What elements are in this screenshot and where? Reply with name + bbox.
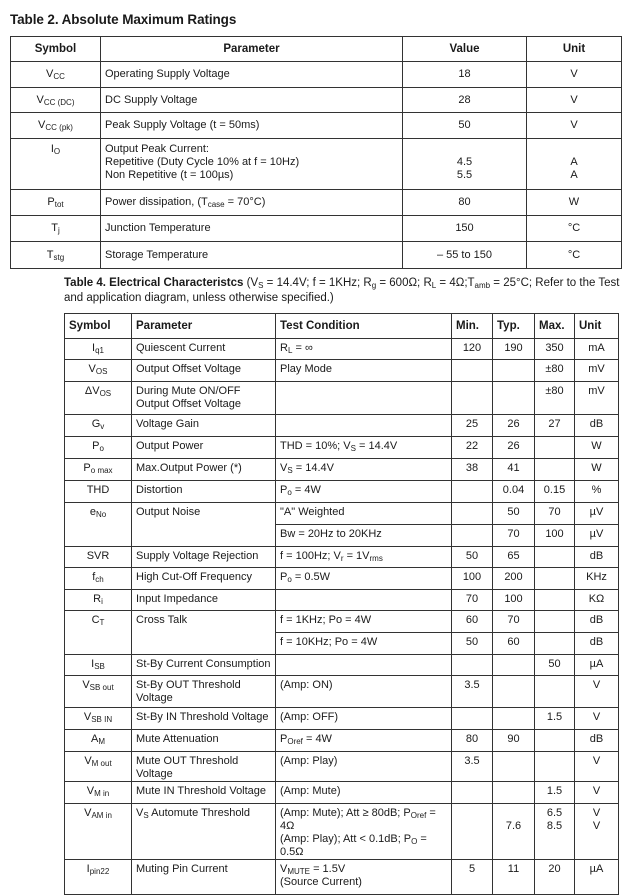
parameter-cell: Peak Supply Voltage (t = 50ms) — [101, 113, 403, 139]
parameter-cell: Voltage Gain — [132, 415, 276, 437]
max-cell: 1.5 — [535, 708, 575, 730]
symbol-cell: $e_{No}$ — [65, 503, 132, 547]
typ-cell — [493, 708, 535, 730]
test-condition-cell: f = 10KHz; Po = 4W — [276, 633, 452, 655]
min-cell — [452, 382, 493, 415]
symbol-cell: $C_T$ — [65, 611, 132, 655]
typ-cell: 100 — [493, 590, 535, 611]
typ-cell — [493, 382, 535, 415]
header-unit: Unit — [527, 37, 622, 62]
table2-title: Table 2. Absolute Maximum Ratings — [10, 12, 237, 27]
parameter-cell: Quiescent Current — [132, 339, 276, 360]
parameter-cell: High Cut-Off Frequency — [132, 568, 276, 590]
min-cell — [452, 782, 493, 804]
max-cell: 0.15 — [535, 481, 575, 503]
parameter-cell: Input Impedance — [132, 590, 276, 611]
test-condition-cell: "A" Weighted — [276, 503, 452, 525]
parameter-cell: Max.Output Power (*) — [132, 459, 276, 481]
test-condition-cell: Bw = 20Hz to 20KHz — [276, 525, 452, 547]
table-row — [65, 415, 619, 437]
symbol-cell: $P_{o max}$ — [65, 459, 132, 481]
test-condition-cell: f = 100Hz; $V_r = 1V_{rms}$ — [276, 547, 452, 568]
typ-cell: 41 — [493, 459, 535, 481]
unit-cell: W — [575, 459, 619, 481]
table-header-row — [11, 37, 622, 62]
symbol-cell: $A_M$ — [65, 730, 132, 752]
typ-cell — [493, 676, 535, 708]
unit-cell: V — [575, 676, 619, 708]
min-cell — [452, 481, 493, 503]
max-cell — [535, 633, 575, 655]
min-cell: 25 — [452, 415, 493, 437]
test-condition-cell: $V_S = 14.4V$ — [276, 459, 452, 481]
unit-cell: dB — [575, 415, 619, 437]
header-typ: Typ. — [493, 314, 535, 339]
symbol-cell: $V_{SB out}$ — [65, 676, 132, 708]
min-cell — [452, 360, 493, 382]
symbol-cell: $I_{SB}$ — [65, 655, 132, 676]
symbol-cell: $V_{AM in}$ — [65, 804, 132, 860]
parameter-cell: St-By Current Consumption — [132, 655, 276, 676]
table-row — [65, 782, 619, 804]
min-cell: 70 — [452, 590, 493, 611]
parameter-cell: $V_S$ Automute Threshold — [132, 804, 276, 860]
parameter-cell: During Mute ON/OFF Output Offset Voltage — [132, 382, 276, 415]
test-condition-cell — [276, 415, 452, 437]
parameter-cell: St-By IN Threshold Voltage — [132, 708, 276, 730]
header-parameter: Parameter — [101, 37, 403, 62]
unit-cell: V V — [575, 804, 619, 860]
test-condition-cell: THD = 10%; $V_S = 14.4V$ — [276, 437, 452, 459]
parameter-cell: Output Noise — [132, 503, 276, 547]
max-cell: 350 — [535, 339, 575, 360]
min-cell — [452, 503, 493, 525]
symbol-cell: $V_{CC}$ — [11, 62, 101, 88]
unit-cell: % — [575, 481, 619, 503]
table-row — [65, 655, 619, 676]
unit-cell: KΩ — [575, 590, 619, 611]
max-cell: 27 — [535, 415, 575, 437]
max-cell: 100 — [535, 525, 575, 547]
min-cell: 50 — [452, 633, 493, 655]
test-condition-cell: $P_o = 4W$ — [276, 481, 452, 503]
parameter-cell: Junction Temperature — [101, 216, 403, 242]
max-cell: 1.5 — [535, 782, 575, 804]
unit-cell: V — [527, 88, 622, 113]
table-row — [11, 216, 622, 242]
unit-cell: µV — [575, 525, 619, 547]
typ-cell — [493, 360, 535, 382]
unit-cell: mA — [575, 339, 619, 360]
symbol-cell: $V_{M out}$ — [65, 752, 132, 782]
table-row — [65, 503, 619, 525]
typ-cell: 200 — [493, 568, 535, 590]
symbol-cell: THD — [65, 481, 132, 503]
parameter-cell: Output Power — [132, 437, 276, 459]
table-row — [65, 752, 619, 782]
test-condition-cell: (Amp: Play) — [276, 752, 452, 782]
table-row — [65, 382, 619, 415]
value-cell: 50 — [403, 113, 527, 139]
parameter-cell: Muting Pin Current — [132, 860, 276, 895]
min-cell — [452, 804, 493, 860]
table-row — [65, 547, 619, 568]
min-cell: 80 — [452, 730, 493, 752]
symbol-cell: $V_{CC (DC)}$ — [11, 88, 101, 113]
max-cell — [535, 568, 575, 590]
typ-cell: 26 — [493, 415, 535, 437]
symbol-cell: $R_i$ — [65, 590, 132, 611]
typ-cell: 70 — [493, 611, 535, 633]
value-cell: 150 — [403, 216, 527, 242]
test-condition-cell — [276, 590, 452, 611]
unit-cell: dB — [575, 547, 619, 568]
max-cell: 70 — [535, 503, 575, 525]
header-value: Value — [403, 37, 527, 62]
parameter-cell: Cross Talk — [132, 611, 276, 655]
min-cell — [452, 708, 493, 730]
unit-cell: V — [575, 782, 619, 804]
table-row — [65, 860, 619, 895]
header-symbol: Symbol — [11, 37, 101, 62]
parameter-cell: Mute Attenuation — [132, 730, 276, 752]
symbol-cell: $\Delta V_{OS}$ — [65, 382, 132, 415]
unit-cell: dB — [575, 611, 619, 633]
absolute-maximum-ratings-table — [10, 36, 622, 269]
min-cell: 22 — [452, 437, 493, 459]
parameter-cell: Mute OUT Threshold Voltage — [132, 752, 276, 782]
max-cell: ±80 — [535, 360, 575, 382]
table-row — [11, 88, 622, 113]
symbol-cell: $P_{tot}$ — [11, 190, 101, 216]
symbol-cell: $f_{ch}$ — [65, 568, 132, 590]
unit-cell: mV — [575, 360, 619, 382]
test-condition-cell: $V_{MUTE} = 1.5V$ (Source Current) — [276, 860, 452, 895]
test-condition-cell: (Amp: OFF) — [276, 708, 452, 730]
test-condition-cell: Play Mode — [276, 360, 452, 382]
symbol-cell: $I_{q1}$ — [65, 339, 132, 360]
min-cell: 3.5 — [452, 676, 493, 708]
max-cell — [535, 611, 575, 633]
unit-cell: W — [527, 190, 622, 216]
typ-cell — [493, 782, 535, 804]
max-cell — [535, 459, 575, 481]
header-symbol: Symbol — [65, 314, 132, 339]
table-row — [11, 139, 622, 190]
parameter-cell: Distortion — [132, 481, 276, 503]
min-cell: 3.5 — [452, 752, 493, 782]
unit-cell: A A — [527, 139, 622, 190]
table-row — [65, 437, 619, 459]
symbol-cell: $I_{pin22}$ — [65, 860, 132, 895]
unit-cell: dB — [575, 633, 619, 655]
min-cell — [452, 525, 493, 547]
table-row — [65, 459, 619, 481]
table-row — [65, 708, 619, 730]
test-condition-cell: $P_o = 0.5W$ — [276, 568, 452, 590]
min-cell — [452, 655, 493, 676]
symbol-cell: $V_{CC (pk)}$ — [11, 113, 101, 139]
value-cell: – 55 to 150 — [403, 242, 527, 269]
typ-cell: 70 — [493, 525, 535, 547]
min-cell: 5 — [452, 860, 493, 895]
symbol-cell: $T_{stg}$ — [11, 242, 101, 269]
table-row — [11, 190, 622, 216]
test-condition-cell — [276, 382, 452, 415]
parameter-cell: DC Supply Voltage — [101, 88, 403, 113]
min-cell: 100 — [452, 568, 493, 590]
min-cell: 50 — [452, 547, 493, 568]
typ-cell: 90 — [493, 730, 535, 752]
max-cell — [535, 547, 575, 568]
max-cell — [535, 590, 575, 611]
symbol-cell: SVR — [65, 547, 132, 568]
parameter-cell: St-By OUT Threshold Voltage — [132, 676, 276, 708]
unit-cell: dB — [575, 730, 619, 752]
table-row — [65, 339, 619, 360]
electrical-characteristics-table — [64, 313, 619, 895]
header-max: Max. — [535, 314, 575, 339]
max-cell: 20 — [535, 860, 575, 895]
min-cell: 120 — [452, 339, 493, 360]
test-condition-cell: (Amp: ON) — [276, 676, 452, 708]
max-cell — [535, 437, 575, 459]
symbol-cell: $V_{SB IN}$ — [65, 708, 132, 730]
unit-cell: mV — [575, 382, 619, 415]
unit-cell: V — [575, 708, 619, 730]
typ-cell: 65 — [493, 547, 535, 568]
typ-cell: 50 — [493, 503, 535, 525]
max-cell: ±80 — [535, 382, 575, 415]
symbol-cell: $I_O$ — [11, 139, 101, 190]
test-condition-cell — [276, 655, 452, 676]
unit-cell: W — [575, 437, 619, 459]
max-cell — [535, 676, 575, 708]
header-min: Min. — [452, 314, 493, 339]
typ-cell: 11 — [493, 860, 535, 895]
table-row — [65, 611, 619, 633]
unit-cell: µV — [575, 503, 619, 525]
unit-cell: °C — [527, 242, 622, 269]
typ-cell: 190 — [493, 339, 535, 360]
value-cell: 28 — [403, 88, 527, 113]
table-row — [11, 242, 622, 269]
unit-cell: V — [527, 62, 622, 88]
unit-cell: µA — [575, 860, 619, 895]
symbol-cell: $P_o$ — [65, 437, 132, 459]
symbol-cell: $T_j$ — [11, 216, 101, 242]
typ-cell — [493, 655, 535, 676]
value-cell: 18 — [403, 62, 527, 88]
value-cell: 4.5 5.5 — [403, 139, 527, 190]
unit-cell: µA — [575, 655, 619, 676]
table-header-row — [65, 314, 619, 339]
table-row — [65, 590, 619, 611]
parameter-cell: Storage Temperature — [101, 242, 403, 269]
table-row — [65, 804, 619, 860]
min-cell: 38 — [452, 459, 493, 481]
parameter-cell: Output Offset Voltage — [132, 360, 276, 382]
symbol-cell: $V_{M in}$ — [65, 782, 132, 804]
parameter-cell: Power dissipation, $(T_{case} = 70^\circ C)$ — [101, 190, 403, 216]
header-unit: Unit — [575, 314, 619, 339]
symbol-cell: $G_v$ — [65, 415, 132, 437]
test-condition-cell: f = 1KHz; Po = 4W — [276, 611, 452, 633]
min-cell: 60 — [452, 611, 493, 633]
test-condition-cell: (Amp: Mute); Att ≥ 80dB; $P_{Oref} = 4\Omega$ (Amp: Play); Att < 0.1dB; $P_O = 0.5\Omega$ — [276, 804, 452, 860]
typ-cell: 7.6 — [493, 804, 535, 860]
unit-cell: V — [575, 752, 619, 782]
table-row — [65, 481, 619, 503]
parameter-cell: Supply Voltage Rejection — [132, 547, 276, 568]
test-condition-cell: (Amp: Mute) — [276, 782, 452, 804]
test-condition-cell: $P_{Oref} = 4W$ — [276, 730, 452, 752]
symbol-cell: $V_{OS}$ — [65, 360, 132, 382]
unit-cell: KHz — [575, 568, 619, 590]
max-cell — [535, 730, 575, 752]
max-cell: 50 — [535, 655, 575, 676]
header-test-condition: Test Condition — [276, 314, 452, 339]
parameter-cell: Output Peak Current: Repetitive (Duty Cycle 10% at f = 10Hz) Non Repetitive (t = 100µs) — [101, 139, 403, 190]
test-condition-cell: $R_L$ = ∞ — [276, 339, 452, 360]
parameter-cell: Operating Supply Voltage — [101, 62, 403, 88]
max-cell: 6.5 8.5 — [535, 804, 575, 860]
table-row — [65, 676, 619, 708]
typ-cell — [493, 752, 535, 782]
typ-cell: 60 — [493, 633, 535, 655]
table-row — [11, 113, 622, 139]
unit-cell: °C — [527, 216, 622, 242]
table-row — [65, 730, 619, 752]
value-cell: 80 — [403, 190, 527, 216]
table4-title: Table 4. Electrical Characteristcs ($V_S = 14.4V$; f = 1KHz; $R_g = 600\Omega$; $R_L$ = $4\Omega;T_{amb} = 25^\circ C$; Refer to the Test and application diagram, unless otherwise specified.) — [64, 277, 620, 304]
max-cell — [535, 752, 575, 782]
typ-cell: 26 — [493, 437, 535, 459]
table-row — [11, 62, 622, 88]
unit-cell: V — [527, 113, 622, 139]
typ-cell: 0.04 — [493, 481, 535, 503]
header-parameter: Parameter — [132, 314, 276, 339]
parameter-cell: Mute IN Threshold Voltage — [132, 782, 276, 804]
table-row — [65, 360, 619, 382]
table-row — [65, 568, 619, 590]
